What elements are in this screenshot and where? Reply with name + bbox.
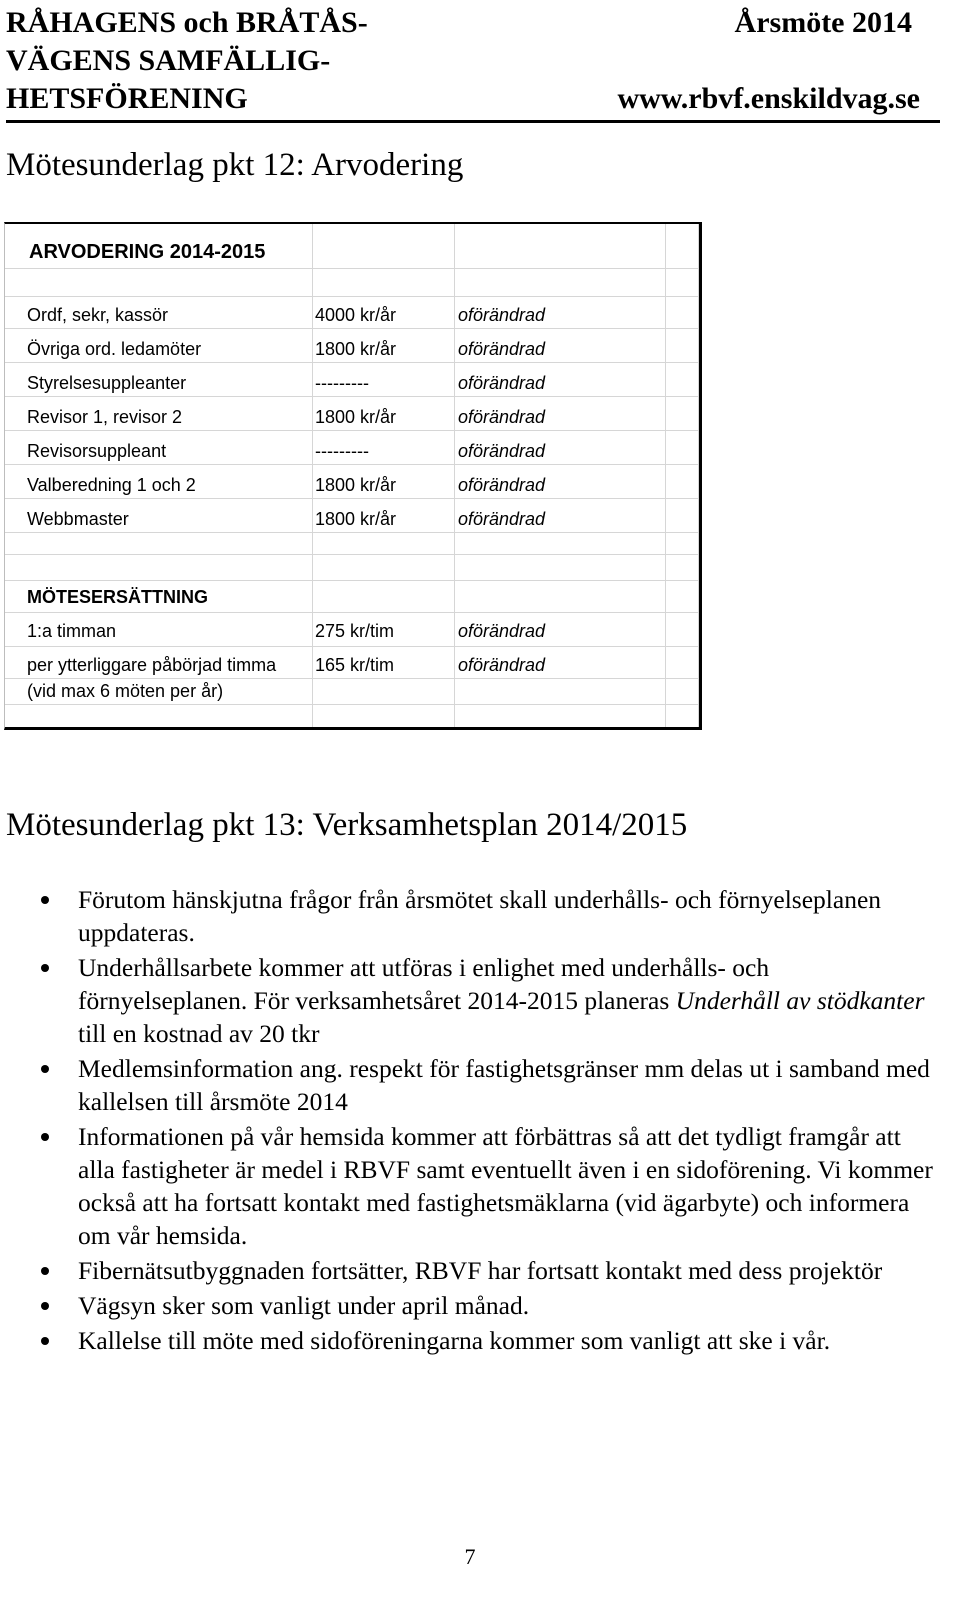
- row-amount: ---------: [315, 441, 369, 461]
- meeting-row-amount: 275 kr/tim: [315, 621, 395, 641]
- page-header: [6, 4, 940, 123]
- row-status: oförändrad: [458, 475, 546, 495]
- arvodering-table: [4, 222, 702, 730]
- meeting-note: (vid max 6 möten per år): [27, 681, 224, 701]
- list-item: Förutom hänskjutna frågor från årsmötet skall underhålls- och förnyelseplanen uppdateras.: [0, 883, 940, 949]
- row-role: Valberedning 1 och 2: [27, 475, 196, 495]
- section-13-title: Mötesunderlag pkt 13: Verksamhetsplan 2014/2015: [6, 807, 688, 843]
- list-item: Informationen på vår hemsida kommer att förbättras så att det tydligt framgår att alla fastigheter är medel i RBVF samt eventuellt även i en sidoförening. Vi kommer också att ha fortsatt kontakt med fastighetsmäklarna (vid ägarbyte) och informera om vår hemsida.: [0, 1120, 940, 1252]
- row-amount: 4000 kr/år: [315, 305, 397, 325]
- section-12-title: Mötesunderlag pkt 12: Arvodering: [6, 147, 464, 183]
- meeting-row-role: per ytterliggare påbörjad timma: [27, 655, 277, 675]
- row-amount: 1800 kr/år: [315, 407, 397, 427]
- website-url: www.rbvf.enskildvag.se: [617, 82, 920, 115]
- list-item: Kallelse till möte med sidoföreningarna kommer som vanligt att ske i vår.: [0, 1324, 940, 1357]
- meeting-row-amount: 165 kr/tim: [315, 655, 395, 675]
- bullet-icon: [41, 1337, 49, 1345]
- meeting-row-role: 1:a timman: [27, 621, 117, 641]
- row-status: oförändrad: [458, 441, 546, 461]
- page-number: 7: [464, 1544, 476, 1569]
- bullet-icon: [41, 1133, 49, 1141]
- org-line-1: RÅHAGENS och BRÅTÅS-: [6, 6, 368, 39]
- bullet-icon: [41, 1267, 49, 1275]
- list-item: Fibernätsutbyggnaden fortsätter, RBVF har fortsatt kontakt med dess projektör: [0, 1254, 940, 1287]
- row-role: Styrelsesuppleanter: [27, 373, 187, 393]
- row-status: oförändrad: [458, 509, 546, 529]
- list-item: Medlemsinformation ang. respekt för fastighetsgränser mm delas ut i samband med kallelsen till årsmöte 2014: [0, 1052, 940, 1118]
- list-item: Vägsyn sker som vanligt under april månad.: [0, 1289, 940, 1322]
- meeting-row-status: oförändrad: [458, 655, 546, 675]
- row-role: Revisor 1, revisor 2: [27, 407, 183, 427]
- row-status: oförändrad: [458, 305, 546, 325]
- row-status: oförändrad: [458, 339, 546, 359]
- table-title: ARVODERING 2014-2015: [29, 241, 266, 263]
- bullet-icon: [41, 964, 49, 972]
- meeting-compensation-title: MÖTESERSÄTTNING: [27, 587, 209, 607]
- meeting-row-status: oförändrad: [458, 621, 546, 641]
- bullet-icon: [41, 1302, 49, 1310]
- org-line-2: VÄGENS SAMFÄLLIG-: [6, 44, 331, 77]
- meeting-title: Årsmöte 2014: [734, 6, 912, 39]
- row-role: Webbmaster: [27, 509, 129, 529]
- row-amount: 1800 kr/år: [315, 475, 397, 495]
- row-role: Övriga ord. ledamöter: [27, 339, 202, 359]
- organization-name: [6, 4, 526, 118]
- row-amount: ---------: [315, 373, 369, 393]
- org-line-3: HETSFÖRENING: [6, 82, 248, 115]
- list-item: Underhållsarbete kommer att utföras i enlighet med underhålls- och förnyelseplanen. För verksamhetsåret 2014-2015 planeras Underhåll av stödkanter till en kostnad av 20 tkr: [0, 951, 940, 1050]
- activity-plan-list: [0, 883, 940, 1359]
- row-amount: 1800 kr/år: [315, 509, 397, 529]
- emphasis-text: Underhåll av stödkanter: [675, 986, 925, 1015]
- row-amount: 1800 kr/år: [315, 339, 397, 359]
- row-role: Ordf, sekr, kassör: [27, 305, 169, 325]
- bullet-icon: [41, 1065, 49, 1073]
- row-role: Revisorsuppleant: [27, 441, 167, 461]
- row-status: oförändrad: [458, 373, 546, 393]
- bullet-icon: [41, 896, 49, 904]
- row-status: oförändrad: [458, 407, 546, 427]
